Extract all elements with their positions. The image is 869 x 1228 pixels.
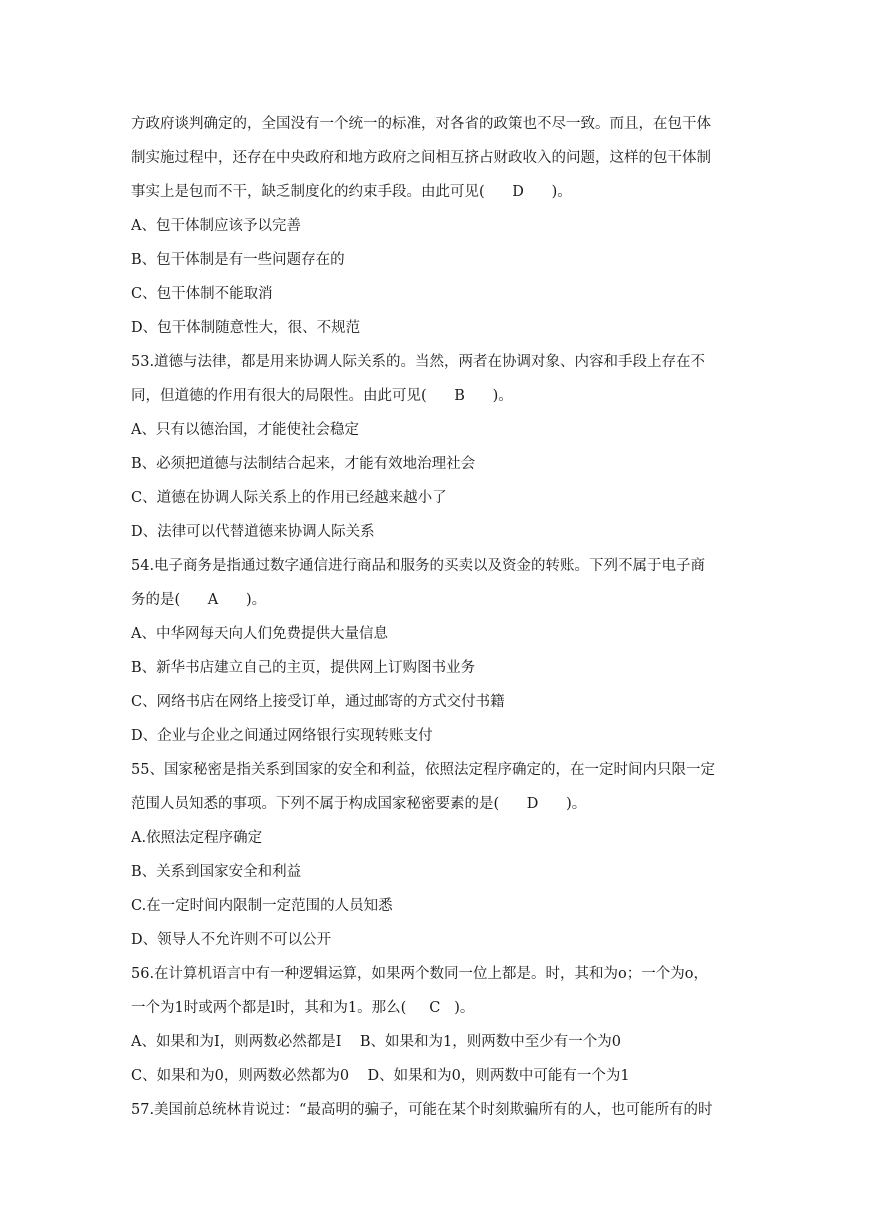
question-53: 53.道德与法律，都是用来协调人际关系的。当然，两者在协调对象、内容和手段上存在不: [131, 354, 706, 370]
question-56: 56.在计算机语言中有一种逻辑运算，如果两个数同一位上都是。时，其和为o；一个为o，: [131, 966, 709, 982]
question-55: 55、国家秘密是指关系到国家的安全和利益，依照法定程序确定的，在一定时间内只限一定: [131, 762, 715, 778]
option-line: B、必须把道德与法制结合起来，才能有效地治理社会: [131, 456, 476, 472]
option-line: B、新华书店建立自己的主页，提供网上订购图书业务: [131, 660, 476, 676]
text-line: 制实施过程中，还存在中央政府和地方政府之间相互挤占财政收入的问题，这样的包干体制: [131, 150, 711, 166]
text-line: 同，但道德的作用有很大的局限性。由此可见( B )。: [131, 388, 513, 404]
option-line: C、道德在协调人际关系上的作用已经越来越小了: [131, 490, 447, 506]
text-line: 事实上是包而不干，缺乏制度化的约束手段。由此可见( D )。: [131, 184, 572, 200]
option-line: D、领导人不允许则不可以公开: [131, 932, 332, 948]
text-line: 方政府谈判确定的，全国没有一个统一的标准，对各省的政策也不尽一致。而且，在包干体: [131, 116, 711, 132]
option-line: B、关系到国家安全和利益: [131, 864, 302, 880]
option-line: A、只有以德治国，才能使社会稳定: [131, 422, 359, 438]
option-line: A、包干体制应该予以完善: [131, 218, 301, 234]
question-57: 57.美国前总统林肯说过：“最高明的骗子，可能在某个时刻欺骗所有的人，也可能所有的时: [131, 1102, 713, 1118]
text-line: 范围人员知悉的事项。下列不属于构成国家秘密要素的是( D )。: [131, 796, 587, 812]
option-line: C、网络书店在网络上接受订单，通过邮寄的方式交付书籍: [131, 694, 505, 710]
option-line: B、包干体制是有一些问题存在的: [131, 252, 345, 268]
option-line: D、包干体制随意性大，很、不规范: [131, 320, 361, 336]
option-line: D、法律可以代替道德来协调人际关系: [131, 524, 375, 540]
option-line: A、中华网每天向人们免费提供大量信息: [131, 626, 388, 642]
text-line: 一个为1时或两个都是l时，其和为1。那么( C )。: [131, 1000, 475, 1016]
option-line: D、企业与企业之间通过网络银行实现转账支付: [131, 728, 433, 744]
question-54: 54.电子商务是指通过数字通信进行商品和服务的买卖以及资金的转账。下列不属于电子商: [131, 558, 706, 574]
option-line: C、如果和为0，则两数必然都为0 D、如果和为0，则两数中可能有一个为1: [131, 1068, 630, 1084]
option-line: C.在一定时间内限制一定范围的人员知悉: [131, 898, 393, 914]
option-line: C、包干体制不能取消: [131, 286, 273, 302]
option-line: A.依照法定程序确定: [131, 830, 263, 846]
document-body: [131, 107, 741, 1127]
option-line: A、如果和为I，则两数必然都是I B、如果和为1，则两数中至少有一个为0: [131, 1034, 621, 1050]
text-line: 务的是( A )。: [131, 592, 267, 608]
